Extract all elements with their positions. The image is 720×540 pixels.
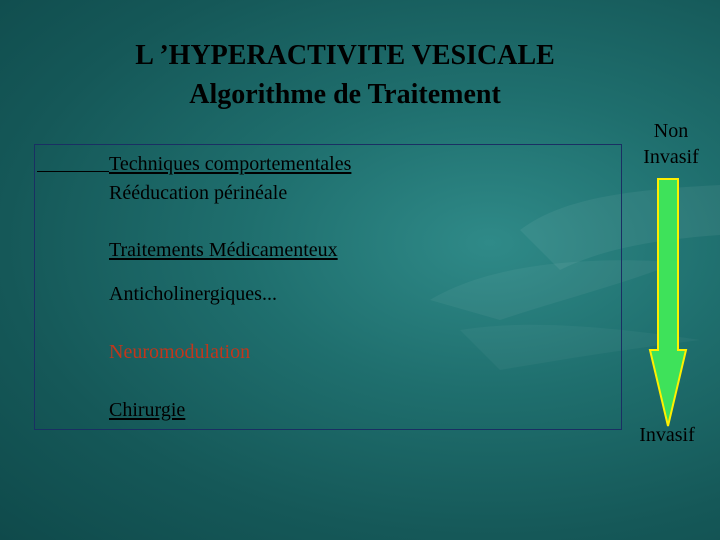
item-anticholinergics: Anticholinergiques...: [109, 283, 277, 305]
item-surgery: Chirurgie: [109, 399, 186, 421]
slide-title: [0, 36, 690, 114]
label-non-invasive: [628, 118, 714, 170]
label-non: Non: [653, 120, 689, 142]
title-line-1: L ’HYPERACTIVITE VESICALE: [135, 40, 555, 71]
label-invasive: Invasif: [639, 424, 695, 446]
item-neuromodulation: Neuromodulation: [109, 341, 251, 363]
item-perineal: Rééducation périnéale: [109, 182, 288, 204]
invasiveness-arrow: [648, 178, 688, 428]
leader-line: [37, 171, 109, 172]
item-drugs: Traitements Médicamenteux: [109, 239, 338, 261]
item-behavioral: Techniques comportementales: [109, 153, 352, 175]
title-line-2: Algorithme de Traitement: [189, 79, 501, 110]
label-invasif-top: Invasif: [643, 146, 699, 168]
